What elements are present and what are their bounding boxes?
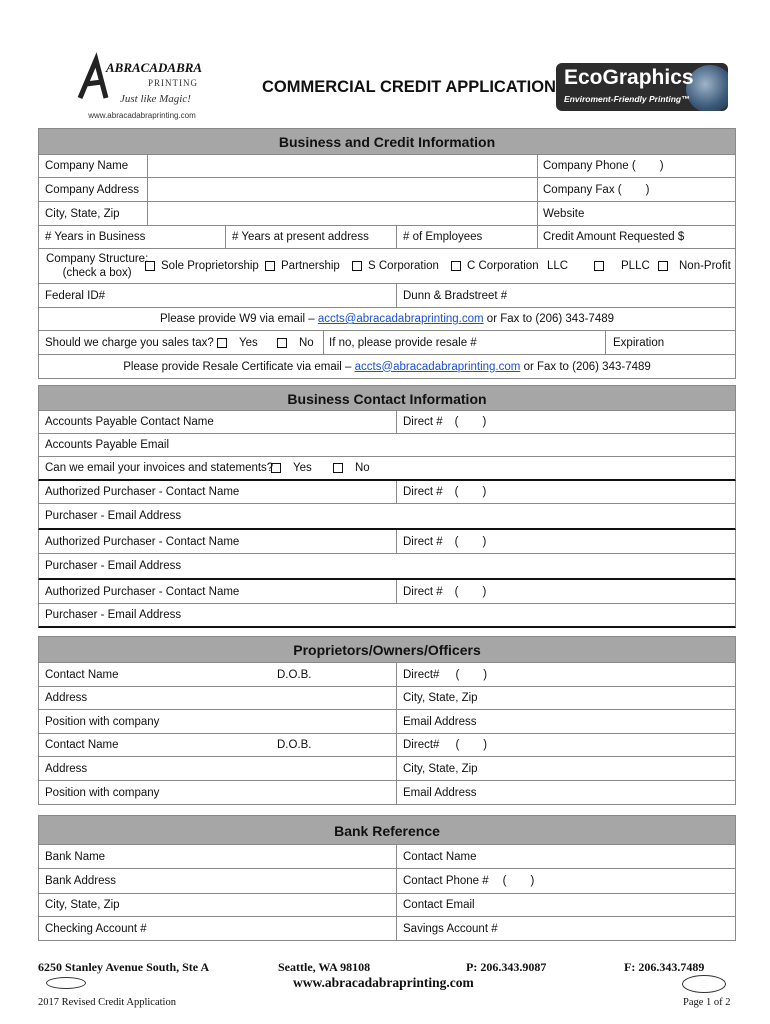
checkbox-icon[interactable] [271, 463, 281, 473]
bank-email-field[interactable]: Contact Email [403, 899, 475, 911]
section-header-bank: Bank Reference [38, 815, 736, 845]
row-federal-id [38, 284, 736, 308]
credit-amount-field[interactable]: Credit Amount Requested $ [543, 231, 685, 243]
paren-close: ) [482, 535, 487, 548]
row-company-name [38, 155, 736, 178]
direct-label: Direct # [403, 535, 443, 548]
abracadabra-logo [76, 52, 208, 118]
checkbox-icon[interactable] [277, 338, 287, 348]
footer-website[interactable]: www.abracadabraprinting.com [293, 975, 474, 990]
paren-open: ( [454, 416, 459, 428]
row-bank-address [38, 869, 736, 894]
section-header-business: Business and Credit Information [38, 128, 736, 155]
owner-direct-field[interactable] [397, 663, 487, 686]
company-fax-label: Company Fax ( [543, 183, 622, 196]
row-purchaser-contact [38, 481, 736, 504]
paren-close: ) [482, 585, 487, 598]
email-invoices-question: Can we email your invoices and statements? [45, 462, 274, 474]
yes-label: Yes [293, 462, 312, 474]
paren-open: ( [454, 486, 459, 498]
row-purchaser-email [38, 604, 736, 628]
owner-city-field[interactable]: City, State, Zip [403, 762, 478, 775]
years-at-address-field[interactable]: # Years at present address [232, 231, 369, 243]
eco-tagline-text: Enviroment-Friendly Printing™ [564, 94, 690, 104]
years-in-business-field[interactable]: # Years in Business [45, 231, 146, 243]
company-phone-close: ) [659, 160, 664, 172]
bank-address-field[interactable]: Bank Address [45, 875, 116, 887]
row-purchaser-contact [38, 580, 736, 604]
structure-label-text: Company Structure: [46, 253, 149, 265]
paren-open: ( [455, 668, 460, 681]
purchaser-email-field[interactable]: Purchaser - Email Address [45, 560, 182, 572]
resale-number-field[interactable]: If no, please provide resale # [329, 336, 477, 349]
email-invoices-yes[interactable] [265, 457, 312, 479]
checkbox-icon[interactable] [217, 338, 227, 348]
website-field[interactable]: Website [543, 207, 585, 220]
union-bug-icon [46, 977, 86, 989]
option-pllc[interactable] [615, 249, 674, 283]
paren-open: ( [455, 739, 460, 751]
row-purchaser-email [38, 504, 736, 530]
purchaser-direct-field[interactable] [397, 580, 486, 603]
ap-email-field[interactable]: Accounts Payable Email [45, 439, 170, 451]
owner-city-field[interactable]: City, State, Zip [403, 692, 478, 704]
bank-phone-field[interactable] [397, 869, 534, 893]
option-label: S Corporation [368, 260, 439, 272]
ap-contact-field[interactable]: Accounts Payable Contact Name [45, 416, 214, 428]
purchaser-direct-field[interactable] [397, 481, 486, 503]
savings-field[interactable]: Savings Account # [403, 922, 498, 935]
option-sole-proprietorship[interactable] [139, 249, 259, 283]
row-ap-email [38, 434, 736, 457]
row-owner-address [38, 687, 736, 710]
row-w9 [38, 308, 736, 331]
bank-city-field[interactable]: City, State, Zip [45, 899, 120, 911]
row-owner-contact [38, 734, 736, 757]
option-label: C Corporation [467, 260, 539, 272]
row-purchaser-contact [38, 530, 736, 554]
row-resale-note [38, 355, 736, 379]
paren-close: ) [482, 416, 487, 428]
paren-close: ) [530, 875, 535, 887]
purchaser-contact-field[interactable]: Authorized Purchaser - Contact Name [45, 585, 240, 598]
yes-label: Yes [239, 336, 258, 349]
w9-email-link[interactable]: accts@abracadabraprinting.com [317, 313, 484, 325]
footer-fax: F: 206.343.7489 [624, 960, 705, 974]
direct-label: Direct# [403, 739, 440, 751]
direct-label: Direct # [403, 585, 443, 598]
option-label: PLLC [621, 260, 650, 272]
row-years [38, 226, 736, 249]
checking-field[interactable]: Checking Account # [45, 922, 147, 935]
structure-label [46, 252, 148, 280]
direct-label: Direct# [403, 668, 440, 681]
option-label: LLC [547, 260, 569, 272]
row-email-invoices [38, 457, 736, 481]
row-bank-accounts [38, 917, 736, 941]
owner-address-field[interactable]: Address [45, 762, 88, 775]
row-city-state-zip [38, 202, 736, 226]
option-partnership[interactable] [259, 249, 340, 283]
company-fax-close: ) [645, 183, 650, 196]
checkbox-icon[interactable] [451, 261, 461, 271]
paren-open: ( [454, 535, 459, 548]
owner-address-field[interactable]: Address [45, 692, 88, 704]
option-label: Non-Profit [679, 260, 731, 272]
company-phone-field[interactable] [537, 155, 664, 177]
paren-open: ( [502, 875, 507, 887]
option-label: Sole Proprietorship [161, 260, 259, 272]
employees-field[interactable]: # of Employees [403, 231, 483, 243]
row-bank-city [38, 894, 736, 917]
ecographics-logo [556, 63, 728, 111]
company-address-field[interactable] [148, 178, 542, 201]
paren-close: ) [483, 668, 488, 681]
purchaser-email-field[interactable]: Purchaser - Email Address [45, 510, 182, 522]
owner-email-field[interactable]: Email Address [403, 786, 477, 799]
option-non-profit[interactable] [673, 249, 731, 283]
footer-city: Seattle, WA 98108 [278, 960, 371, 974]
checkbox-icon[interactable] [658, 261, 668, 271]
resale-email-link[interactable]: accts@abracadabraprinting.com [354, 360, 521, 373]
bank-name-field[interactable]: Bank Name [45, 850, 106, 863]
checkbox-icon[interactable] [145, 261, 155, 271]
w9-prefix: Please provide W9 via email – [159, 313, 315, 325]
dunn-bradstreet-field[interactable]: Dunn & Bradstreet # [403, 289, 508, 302]
logo-sub-text: PRINTING [148, 78, 198, 88]
purchaser-email-field[interactable]: Purchaser - Email Address [45, 609, 182, 621]
row-owner-position [38, 781, 736, 805]
row-owner-position [38, 710, 736, 734]
direct-label: Direct # [403, 486, 443, 498]
email-invoices-no[interactable] [327, 457, 370, 479]
option-llc[interactable] [541, 249, 604, 283]
footer-page: Page 1 of 2 [683, 997, 731, 1008]
logo-tagline-text: Just like Magic! [120, 93, 191, 105]
row-bank-name [38, 845, 736, 869]
owner-dob-field[interactable]: D.O.B. [277, 739, 312, 751]
company-name-label: Company Name [45, 160, 129, 172]
paren-open: ( [454, 585, 459, 598]
w9-note [39, 308, 735, 330]
checkbox-icon[interactable] [265, 261, 275, 271]
purchaser-contact-field[interactable]: Authorized Purchaser - Contact Name [45, 535, 240, 548]
company-name-field[interactable] [148, 155, 542, 177]
purchaser-direct-field[interactable] [397, 530, 486, 553]
checkbox-icon[interactable] [352, 261, 362, 271]
owner-position-field[interactable]: Position with company [45, 715, 160, 728]
owner-email-field[interactable]: Email Address [403, 715, 477, 728]
paren-close: ) [483, 739, 488, 751]
paren-close: ) [482, 486, 487, 498]
sales-tax-no[interactable] [271, 331, 314, 354]
contact-phone-label: Contact Phone # [403, 875, 489, 887]
ap-direct-field[interactable] [397, 411, 486, 433]
row-sales-tax [38, 331, 736, 355]
footer-phone: P: 206.343.9087 [466, 960, 547, 974]
owner-position-field[interactable]: Position with company [45, 786, 160, 799]
option-c-corporation[interactable] [445, 249, 539, 283]
direct-label: Direct # [403, 416, 443, 428]
eco-brand-text: EcoGraphics [564, 66, 694, 89]
row-owner-contact [38, 663, 736, 687]
purchaser-contact-field[interactable]: Authorized Purchaser - Contact Name [45, 486, 240, 498]
w9-suffix: or Fax to (206) 343-7489 [486, 313, 615, 325]
company-address-label: Company Address [45, 183, 139, 196]
row-purchaser-email [38, 554, 736, 580]
owner-contact-field[interactable]: Contact Name [45, 668, 119, 681]
no-label: No [355, 462, 370, 474]
company-phone-label: Company Phone ( [543, 160, 636, 172]
sales-tax-yes[interactable] [211, 331, 258, 354]
page-title: COMMERCIAL CREDIT APPLICATION [262, 78, 556, 96]
row-company-address [38, 178, 736, 202]
city-state-zip-label: City, State, Zip [45, 207, 120, 220]
section-header-contact: Business Contact Information [38, 385, 736, 411]
row-owner-address [38, 757, 736, 781]
option-label: Partnership [281, 260, 340, 272]
expiration-field[interactable]: Expiration [613, 336, 665, 349]
owner-contact-field[interactable]: Contact Name [45, 739, 119, 751]
owner-direct-field[interactable] [397, 734, 487, 756]
structure-hint-text: (check a box) [62, 267, 132, 279]
option-s-corporation[interactable] [346, 249, 439, 283]
federal-id-field[interactable]: Federal ID# [45, 289, 106, 302]
section-header-owners: Proprietors/Owners/Officers [38, 636, 736, 663]
row-ap-contact [38, 411, 736, 434]
resale-suffix: or Fax to (206) 343-7489 [523, 360, 651, 373]
company-fax-field[interactable] [537, 178, 649, 201]
certification-seal-icon [682, 975, 726, 993]
owner-dob-field[interactable]: D.O.B. [277, 668, 312, 681]
logo-url: www.abracadabraprinting.com [88, 111, 196, 120]
bank-contact-field[interactable]: Contact Name [403, 850, 477, 863]
checkbox-icon[interactable] [333, 463, 343, 473]
row-company-structure [38, 249, 736, 284]
no-label: No [299, 336, 314, 349]
footer-revised: 2017 Revised Credit Application [38, 997, 176, 1008]
resale-note [39, 355, 735, 378]
city-state-zip-field[interactable] [148, 202, 542, 225]
checkbox-icon[interactable] [594, 261, 604, 271]
logo-brand-text: ABRACADABRA [106, 60, 203, 75]
footer-address: 6250 Stanley Avenue South, Ste A [38, 960, 210, 974]
sales-tax-question: Should we charge you sales tax? [45, 336, 214, 349]
resale-prefix: Please provide Resale Certificate via email – [123, 360, 352, 373]
